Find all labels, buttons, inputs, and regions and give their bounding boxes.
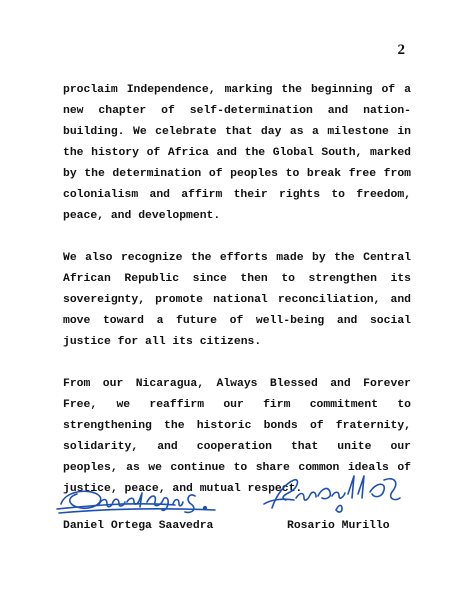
signatory-name-1: Daniel Ortega Saavedra: [63, 520, 214, 532]
letter-body: [63, 80, 411, 521]
signature-rosario-murillo: [260, 470, 420, 518]
signature-block: [55, 478, 415, 548]
paragraph-independence: proclaim Independence, marking the beginning of a new chapter of self-determination and nation-building. We celebrate that day as a milestone in the history of Africa and the Global South, marked by the determination of peoples to break free from colonialism and affirm their rights to freedom, peace, and development.: [63, 84, 411, 222]
paragraph-commitment: From our Nicaragua, Always Blessed and Forever Free, we reaffirm our firm commitment to strengthening the historic bonds of fraternity, solidarity, and cooperation that unite our peoples, as we continue to share common ideals of justice, peace, and mutual respect.: [63, 378, 411, 495]
paragraph-recognition: We also recognize the efforts made by the Central African Republic since then to strengthen its sovereignty, promote national reconciliation, and move toward a future of well-being and social justice for all its citizens.: [63, 252, 411, 348]
signatory-name-2: Rosario Murillo: [287, 520, 390, 532]
signature-daniel-ortega: [55, 478, 255, 520]
page-number: 2: [397, 42, 405, 58]
